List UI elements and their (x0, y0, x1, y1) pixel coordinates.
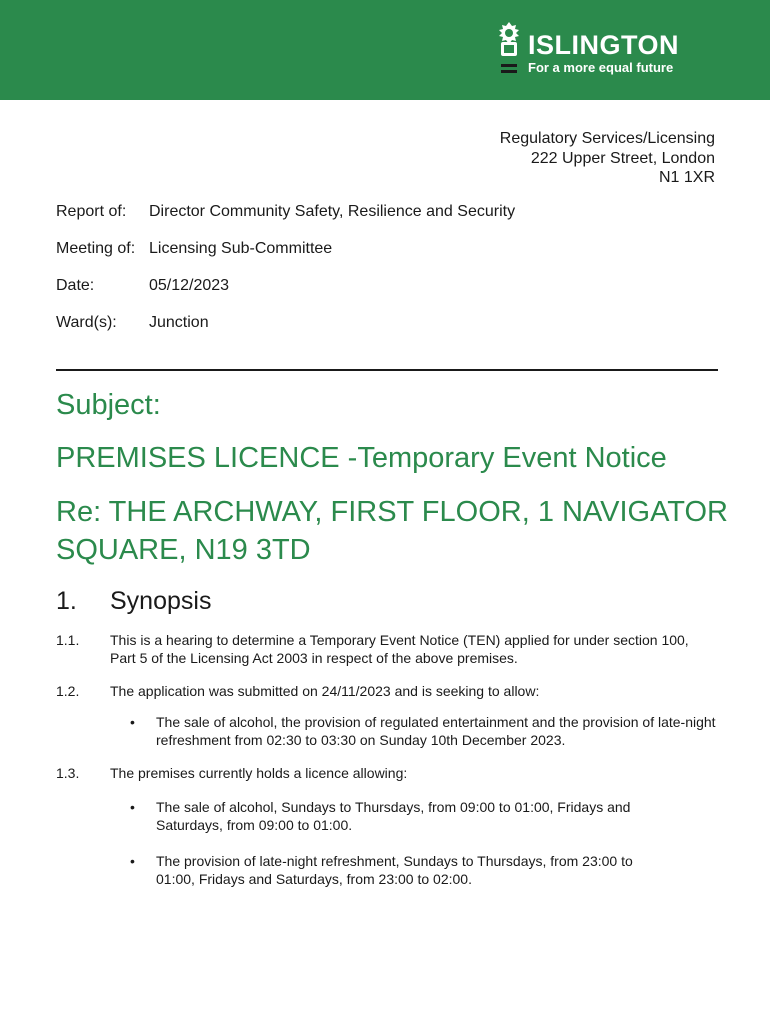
paragraph-text: The premises currently holds a licence allowing: (110, 765, 408, 781)
meta-label: Date: (56, 277, 95, 294)
bullet-icon: • (130, 799, 135, 815)
subject-title: PREMISES LICENCE -Temporary Event Notice (56, 442, 667, 474)
divider (56, 369, 718, 371)
meta-label: Meeting of: (56, 240, 136, 257)
bullet-icon: • (130, 853, 135, 869)
paragraph-1-3 (56, 765, 718, 783)
section-title: Synopsis (110, 587, 212, 615)
list-item (130, 799, 650, 834)
section-number: 1. (56, 587, 77, 615)
list-item (130, 853, 650, 888)
council-crest-icon (492, 20, 526, 60)
paragraph-text: The application was submitted on 24/11/2023 and is seeking to allow: (110, 683, 540, 699)
address-line: 222 Upper Street, London (530, 149, 715, 167)
meta-value: Junction (149, 314, 209, 331)
logo-tagline: For a more equal future (528, 60, 674, 75)
subject-heading: Subject: (56, 389, 161, 421)
list-item-text: The sale of alcohol, Sundays to Thursdays, from 09:00 to 01:00, Fridays and Saturdays, from 09:00 to 01:00. (156, 799, 631, 833)
paragraph-number: 1.3. (56, 765, 80, 781)
meta-meeting-of (56, 239, 332, 259)
logo-name: ISLINGTON (528, 30, 680, 60)
address-block (500, 129, 715, 188)
paragraph-number: 1.2. (56, 683, 80, 699)
meta-date (56, 276, 229, 296)
meta-label: Ward(s): (56, 314, 117, 331)
address-line: Regulatory Services/Licensing (499, 130, 715, 147)
paragraph-1-1 (56, 632, 718, 667)
list-item-text: The sale of alcohol, the provision of regulated entertainment and the provision of late-night refreshment from 02:30 to 03:30 on Sunday 10th December 2023. (156, 714, 716, 748)
list-item-text: The provision of late-night refreshment, Sundays to Thursdays, from 23:00 to 01:00, Fridays and Saturdays, from 23:00 to 02:00. (156, 853, 633, 887)
paragraph-text: This is a hearing to determine a Temporary Event Notice (TEN) applied for under section 100, Part 5 of the Licensing Act 2003 in respect of the above premises. (110, 632, 689, 666)
address-line: N1 1XR (658, 169, 715, 186)
meta-value: 05/12/2023 (149, 277, 230, 294)
meta-report-of (56, 202, 515, 222)
bullet-icon: • (130, 714, 135, 730)
section-heading (56, 585, 211, 617)
meta-value: Licensing Sub-Committee (149, 240, 333, 257)
meta-label: Report of: (56, 203, 127, 220)
logo-bars (501, 64, 517, 76)
list-item (130, 714, 720, 749)
paragraph-1-2 (56, 683, 718, 701)
meta-wards (56, 313, 209, 333)
meta-value: Director Community Safety, Resilience and Security (149, 203, 516, 220)
islington-logo[interactable] (492, 20, 702, 80)
subject-premises: Re: THE ARCHWAY, FIRST FLOOR, 1 NAVIGATOR SQUARE, N19 3TD (56, 496, 728, 566)
header-band (0, 0, 770, 100)
paragraph-number: 1.1. (56, 632, 80, 648)
